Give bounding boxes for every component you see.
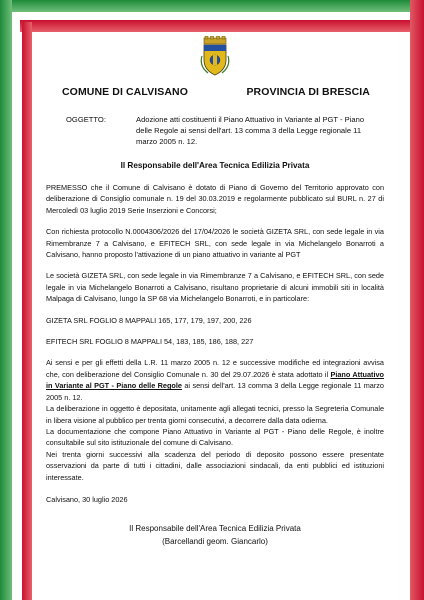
document-body [46,182,384,483]
paragraph-richiesta: Con richiesta protocollo N.0004306/2026 del 17/04/2026 le società GIZETA SRL, con sede legale in via Rimembranze 7 a Calvisano, e EFITECH SRL, con sede legale in via Michelangelo Bonarroti a Calvisano, hanno proposto l'attivazione di un piano attuativo in variante al PGT [46,227,384,260]
avvisa-plan-name: Piano Attuativo in Variante al PGT - Piano delle Regole [46,369,384,391]
signature-name: (Barcellandi geom. Giancarlo) [162,536,268,546]
document-content [46,36,384,548]
flag-red-band-right [410,0,424,600]
provincia-name: PROVINCIA DI BRESCIA [246,86,370,98]
paragraph-documentazione: La documentazione che compone Piano Attuativo in Variante al PGT - Piano delle Regole, è inoltre consultabile sul sito istituzionale del comune di Calvisano. [46,426,384,448]
flag-green-band-left [0,0,12,600]
flag-green-band-top [0,0,424,12]
avvisa-text-start: Ai sensi e per gli effetti della L.R. 11 marzo 2005 n. 12 e successive modifiche ed integrazioni avvisa che, con deliberazione del Consiglio Comunale n. 30 del 29.07.2026 è stata adottato il [46,358,384,379]
document-title: Il Responsabile dell'Area Tecnica Edilizia Privata [120,161,310,170]
oggetto-label: OGGETTO: [66,115,106,124]
avvisa-text-end: ai sensi dell'art. 13 comma 3 della Legge regionale 11 marzo 2005 n. 12. [46,381,384,402]
flag-red-band-left [22,22,32,600]
header-row [46,86,384,98]
paragraph-societa: Le società GIZETA SRL, con sede legale in via Rimembranze 7 a Calvisano, e EFITECH SRL, con sede legale in via Michelangelo Bonarroti a Calvisano, risultano proprietarie di alcuni immobili siti in località Malpaga di Calvisano, lungo la SP 68 via Michelangelo Bonarroti, e in particolare: [46,271,384,304]
municipal-coat-of-arms-icon [198,36,232,76]
foglio-gizeta: GIZETA SRL FOGLIO 8 MAPPALI 165, 177, 179, 197, 200, 226 [46,315,252,325]
signature-role: Il Responsabile dell'Area Tecnica Edilizia Privata [129,523,301,533]
paragraph-deliberazione: La deliberazione in oggetto è depositata, unitamente agli allegati tecnici, presso la Segreteria Comunale in libera visione al pubblico per trenta giorni consecutivi, a decorrere dalla data odierna. [46,404,384,425]
flag-red-band-top [20,20,412,32]
oggetto-text: Adozione atti costituenti il Piano Attuativo in Variante al PGT - Piano delle Regole ai sensi dell'art. 13 comma 3 della Legge regionale 11 marzo 2005 n. 12. [136,115,365,146]
oggetto-block [46,114,384,147]
signature-block [46,522,384,548]
flag-white-band-left [12,12,20,600]
foglio-efitech: EFITECH SRL FOGLIO 8 MAPPALI 54, 183, 185, 186, 188, 227 [46,337,254,347]
comune-name: COMUNE DI CALVISANO [62,86,188,98]
paragraph-osservazioni: Nei trenta giorni successivi alla scadenza del periodo di deposito possono essere presentate osservazioni da parte di tutti i cittadini, dalle associazioni sindacali, da enti pubblici ed istituzioni interessate. [46,449,384,482]
paragraph-premesso: PREMESSO che il Comune di Calvisano è dotato di Piano di Governo del Territorio approvato con deliberazione di Consiglio comunale n. 19 del 30.03.2019 e regolarmente pubblicato sul BURL n. 27 di Mercoledì 03 luglio 2019 Serie Inserzioni e Concorsi; [46,183,384,215]
paragraph-avvisa [46,357,384,403]
document-date: Calvisano, 30 luglio 2026 [46,494,128,504]
